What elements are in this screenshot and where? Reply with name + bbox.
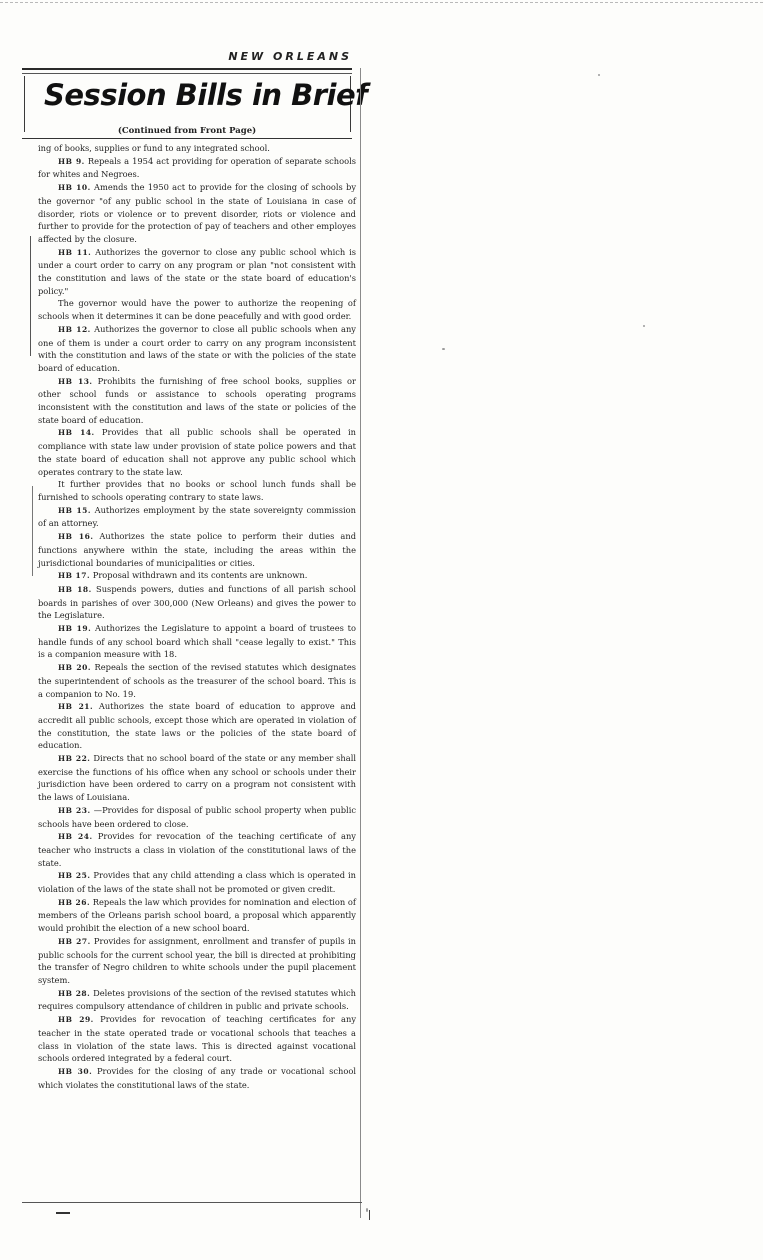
top-dashed-border: [0, 2, 763, 3]
column-left-mark: [30, 236, 31, 356]
section-header: NEW ORLEANS: [228, 50, 352, 63]
bill-number: HB 28.: [58, 988, 91, 998]
scan-speck: [643, 325, 645, 327]
bill-number: HB 29.: [58, 1015, 94, 1025]
article-paragraph: [38, 583, 356, 622]
article-paragraph: [38, 504, 356, 530]
bill-description: ing of books, supplies or fund to any integrated school.: [38, 143, 270, 153]
column-end-tick: [369, 1210, 370, 1220]
article-paragraph: [38, 181, 356, 246]
article-paragraph: [38, 896, 356, 935]
bill-description: Authorizes the Legislature to appoint a board of trustees to handle funds of any school board which shall "cease legally to exist." This is a companion measure with 18.: [38, 623, 356, 660]
bill-description: Proposal withdrawn and its contents are unknown.: [92, 570, 308, 581]
bill-description: Deletes provisions of the section of the revised statutes which requires compulsory attendance of children in public and private schools.: [38, 987, 357, 1012]
bill-description: Authorizes employment by the state sovereignty commission of an attorney.: [38, 504, 356, 529]
article-paragraph: [38, 297, 356, 322]
column-left-mark: [32, 486, 33, 576]
bill-number: HB 13.: [58, 376, 93, 386]
article-paragraph: [38, 155, 356, 181]
bill-description: Authorizes the governor to close any public school which is under a court order to carry on any program or plan "not consistent with the constitution and laws of the state or the state board of education's policy.": [38, 246, 357, 296]
bill-number: HB 26.: [58, 897, 91, 907]
header-rule: [22, 68, 352, 70]
bill-number: HB 23.: [58, 805, 91, 815]
article-paragraph: [38, 830, 356, 869]
article-body: [38, 142, 356, 1091]
bill-description: Provides for revocation of teaching certificates for any teacher in the state operated trade or vocational schools that teaches a class in violation of the state laws. This is directed against vocational schools ordered integrated by a federal court.: [38, 1014, 357, 1064]
bill-number: HB 11.: [58, 247, 92, 257]
article-paragraph: [38, 142, 356, 155]
article-paragraph: [38, 1013, 356, 1065]
bill-number: HB 21.: [58, 702, 94, 712]
bill-description: Repeals the section of the revised statutes which designates the superintendent of schools as the treasurer of the school board. This is a companion to No. 19.: [38, 662, 356, 699]
bill-description: Suspends powers, duties and functions of all parish school boards in parishes of over 300,000 (New Orleans) and gives the power to the Legislature.: [38, 583, 356, 621]
header-rule-thin: [22, 73, 352, 74]
bill-description: Prohibits the furnishing of free school books, supplies or other school funds or assistance to schools operating programs inconsistent with the constitution and laws of the state or policies of the state board of education.: [38, 375, 356, 425]
subtitle-rule: [22, 138, 352, 139]
bill-number: HB 24.: [58, 832, 93, 842]
column-right-rule: [360, 68, 361, 1218]
bill-number: HB 15.: [58, 505, 92, 515]
newspaper-clipping: [22, 46, 368, 1224]
bill-number: HB 25.: [58, 871, 91, 881]
bill-description: The governor would have the power to authorize the reopening of schools when it determines it can be done peacefully and with good order.: [38, 298, 356, 322]
bill-description: Authorizes the governor to close all public schools when any one of them is under a court order to carry on any program inconsistent with the constitution and laws of the state or with the policies of the state board of education.: [38, 323, 356, 373]
bill-number: HB 16.: [58, 532, 94, 542]
article-paragraph: [38, 530, 356, 569]
article-paragraph: [38, 1065, 356, 1091]
bill-number: HB 10.: [58, 183, 91, 193]
article-paragraph: [38, 622, 356, 661]
article-paragraph: [38, 987, 356, 1013]
scan-speck: [442, 348, 445, 350]
bill-number: HB 18.: [58, 584, 92, 594]
bill-description: Directs that no school board of the state or any member shall exercise the functions of his office when any school or schools under their jurisdiction have been ordered to carry on a program not consistent with the laws of Louisiana.: [38, 753, 356, 803]
column-bottom-rule: [22, 1202, 362, 1203]
article-paragraph: [38, 426, 356, 478]
article-paragraph: [38, 246, 356, 298]
bill-description: It further provides that no books or school lunch funds shall be furnished to schools operating contrary to state laws.: [38, 479, 356, 502]
bill-description: Provides for the closing of any trade or vocational school which violates the constitutional laws of the state.: [38, 1065, 356, 1090]
bill-number: HB 19.: [58, 624, 92, 634]
article-paragraph: [38, 478, 356, 503]
bill-description: —Provides for disposal of public school property when public schools have been ordered to close.: [38, 804, 357, 829]
article-subtitle: (Continued from Front Page): [117, 126, 257, 136]
bill-number: HB 27.: [58, 936, 91, 946]
bill-description: Provides for revocation of the teaching certificate of any teacher who instructs a class in violation of the constitutional laws of the state.: [38, 831, 356, 868]
bill-number: HB 14.: [58, 428, 95, 438]
bill-description: Repeals a 1954 act providing for operation of separate schools for whites and Negroes.: [38, 155, 356, 180]
bill-description: Authorizes the state police to perform their duties and functions anywhere within the state, including the areas within the jurisdictional boundaries of municipalities or cities.: [38, 531, 357, 568]
bill-number: HB 30.: [58, 1066, 93, 1076]
bill-description: Authorizes the state board of education to approve and accredit all public schools, except those which are operated in violation of the constitution, the state laws or the policies of the state board of education.: [38, 701, 356, 751]
bill-description: Amends the 1950 act to provide for the closing of schools by the governor "of any public school in the state of Louisiana in case of disorder, riots or violence or to prevent disorder, riots or violence and further to provide for the protection of pay of teachers and other employes affected by the closure.: [38, 182, 357, 244]
title-box-left-border: [24, 76, 25, 132]
article-paragraph: [38, 869, 356, 895]
bill-description: Provides for assignment, enrollment and transfer of pupils in public schools for the current school year, the bill is directed at prohibiting the transfer of Negro children to white schools under the pupil placement system.: [38, 935, 356, 985]
article-paragraph: [38, 661, 356, 700]
article-headline: Session Bills in Brief: [44, 78, 368, 112]
bill-description: Provides that any child attending a class which is operated in violation of the laws of the state shall not be promoted or given credit.: [38, 870, 356, 895]
scan-speck: [598, 74, 600, 76]
article-paragraph: [38, 569, 356, 583]
end-mark: [56, 1212, 70, 1214]
article-paragraph: [38, 752, 356, 804]
article-paragraph: [38, 804, 356, 830]
bill-description: Repeals the law which provides for nomination and election of members of the Orleans parish school board, a proposal which apparently would prohibit the election of a new school board.: [38, 896, 356, 934]
bill-number: HB 17.: [58, 571, 91, 581]
bill-number: HB 12.: [58, 324, 91, 334]
article-paragraph: [38, 323, 356, 375]
bill-number: HB 20.: [58, 663, 91, 673]
bill-number: HB 22.: [58, 754, 91, 764]
bill-description: Provides that all public schools shall be operated in compliance with state law under provision of state police powers and that the state board of education shall not approve any public school which operates contrary to the state law.: [38, 427, 356, 477]
bill-number: HB 9.: [58, 156, 85, 166]
article-paragraph: [38, 935, 356, 987]
scan-speck: [366, 1208, 368, 1212]
article-paragraph: [38, 700, 356, 752]
article-paragraph: [38, 375, 356, 427]
